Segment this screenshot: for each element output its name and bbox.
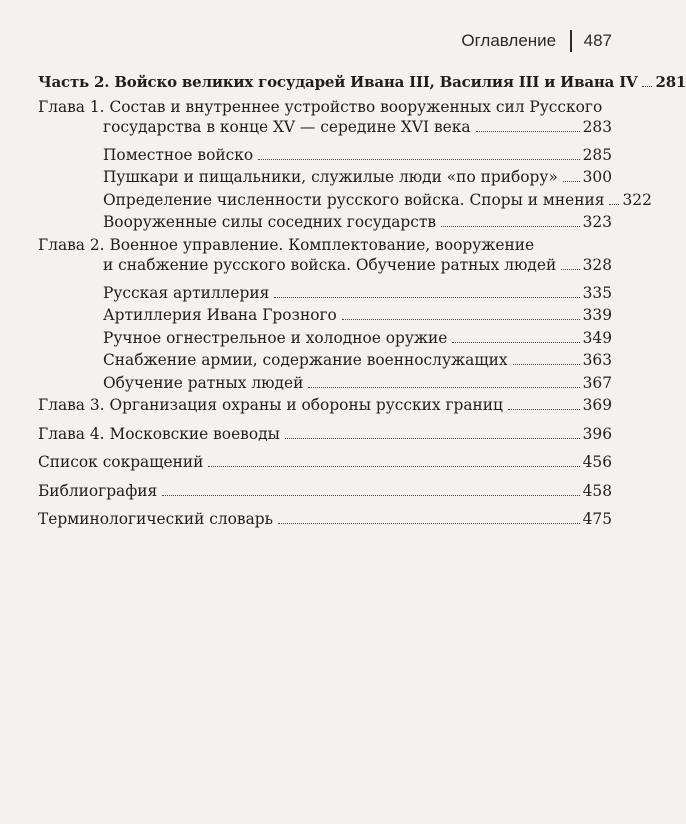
page-number: 487 xyxy=(583,31,612,50)
leader-dots xyxy=(342,319,580,320)
toc-section[interactable] xyxy=(38,373,612,394)
toc-section[interactable] xyxy=(38,167,612,188)
leader-dots xyxy=(308,387,579,388)
leader-dots xyxy=(162,495,579,496)
toc-entry-page: 300 xyxy=(582,168,612,186)
toc-entry-title: Пушкари и пищальники, служилые люди «по прибору» xyxy=(103,168,558,186)
leader-dots xyxy=(278,523,580,524)
toc-part-2[interactable] xyxy=(38,72,686,93)
toc-chapter-2[interactable] xyxy=(38,235,612,276)
toc-entry-title: Глава 1. Состав и внутреннее устройство вооруженных сил Русского xyxy=(38,97,603,116)
toc-entry-page: 456 xyxy=(582,453,612,471)
toc-entry-title: Глава 3. Организация охраны и обороны русских границ xyxy=(38,396,503,414)
toc-entry-title: Артиллерия Ивана Грозного xyxy=(103,306,337,324)
leader-dots xyxy=(208,466,579,467)
toc-section[interactable] xyxy=(38,328,612,349)
leader-dots xyxy=(609,204,619,205)
toc-abbreviations[interactable] xyxy=(38,452,612,473)
toc-entry-page: 283 xyxy=(582,118,612,136)
toc-chapter-1[interactable] xyxy=(38,97,612,138)
toc-entry-title: Библиография xyxy=(38,481,158,500)
toc-entry-page: 285 xyxy=(582,145,612,164)
toc-entry-title: Обучение ратных людей xyxy=(103,373,304,392)
toc-section[interactable] xyxy=(38,283,612,304)
toc-entry-page: 335 xyxy=(582,283,612,302)
toc-entry-page: 349 xyxy=(582,328,612,347)
toc-entry-title: Определение численности русского войска. Споры и мнения xyxy=(103,190,605,209)
toc-entry-title: Русская артиллерия xyxy=(103,283,270,302)
toc-chapter-3[interactable] xyxy=(38,395,612,416)
toc-entry-title: Снабжение армии, содержание военнослужащих xyxy=(103,351,508,369)
toc-entry-title: Вооруженные силы соседних государств xyxy=(103,213,437,231)
toc-entry-page: 396 xyxy=(582,424,612,443)
section-title: Оглавление xyxy=(461,31,557,50)
toc-entry-page: 281 xyxy=(655,73,686,91)
toc-entry-page: 363 xyxy=(582,351,612,369)
toc-section[interactable] xyxy=(38,190,652,211)
toc-entry-title-cont: и снабжение русского войска. Обучение ратных людей xyxy=(103,256,557,274)
leader-dots xyxy=(642,86,652,87)
toc-bibliography[interactable] xyxy=(38,481,612,502)
toc-entry-page: 339 xyxy=(582,306,612,324)
toc-section[interactable] xyxy=(38,145,612,166)
toc-entry-title: Терминологический словарь xyxy=(38,510,274,528)
toc-entry-page: 322 xyxy=(622,190,652,209)
toc-entry-title: Список сокращений xyxy=(38,453,204,471)
toc-entry-page: 323 xyxy=(582,213,612,231)
toc-entry-page: 328 xyxy=(582,256,612,274)
leader-dots xyxy=(508,409,580,410)
toc-entry-title: Глава 4. Московские воеводы xyxy=(38,424,280,443)
table-of-contents xyxy=(38,72,686,532)
toc-entry-page: 475 xyxy=(582,510,612,528)
toc-section[interactable] xyxy=(38,350,612,371)
leader-dots xyxy=(561,269,579,270)
toc-chapter-4[interactable] xyxy=(38,424,612,445)
toc-entry-title: Ручное огнестрельное и холодное оружие xyxy=(103,328,448,347)
leader-dots xyxy=(476,131,580,132)
toc-entry-title-cont: государства в конце XV — середине XVI века xyxy=(103,118,471,136)
toc-section[interactable] xyxy=(38,305,612,326)
leader-dots xyxy=(285,438,580,439)
leader-dots xyxy=(258,159,579,160)
toc-entry-page: 367 xyxy=(582,373,612,392)
leader-dots xyxy=(513,364,580,365)
leader-dots xyxy=(563,181,580,182)
toc-section[interactable] xyxy=(38,212,612,233)
toc-entry-page: 458 xyxy=(582,481,612,500)
toc-glossary[interactable] xyxy=(38,509,612,530)
leader-dots xyxy=(441,226,580,227)
toc-entry-title: Глава 2. Военное управление. Комплектование, вооружение xyxy=(38,235,535,254)
toc-entry-title: Поместное войско xyxy=(103,145,254,164)
leader-dots xyxy=(452,342,579,343)
toc-entry-title: Часть 2. Войско великих государей Ивана III, Василия III и Ивана IV xyxy=(38,73,638,91)
running-header xyxy=(461,30,612,52)
leader-dots xyxy=(274,297,579,298)
header-divider xyxy=(570,30,572,52)
toc-entry-page: 369 xyxy=(582,396,612,414)
